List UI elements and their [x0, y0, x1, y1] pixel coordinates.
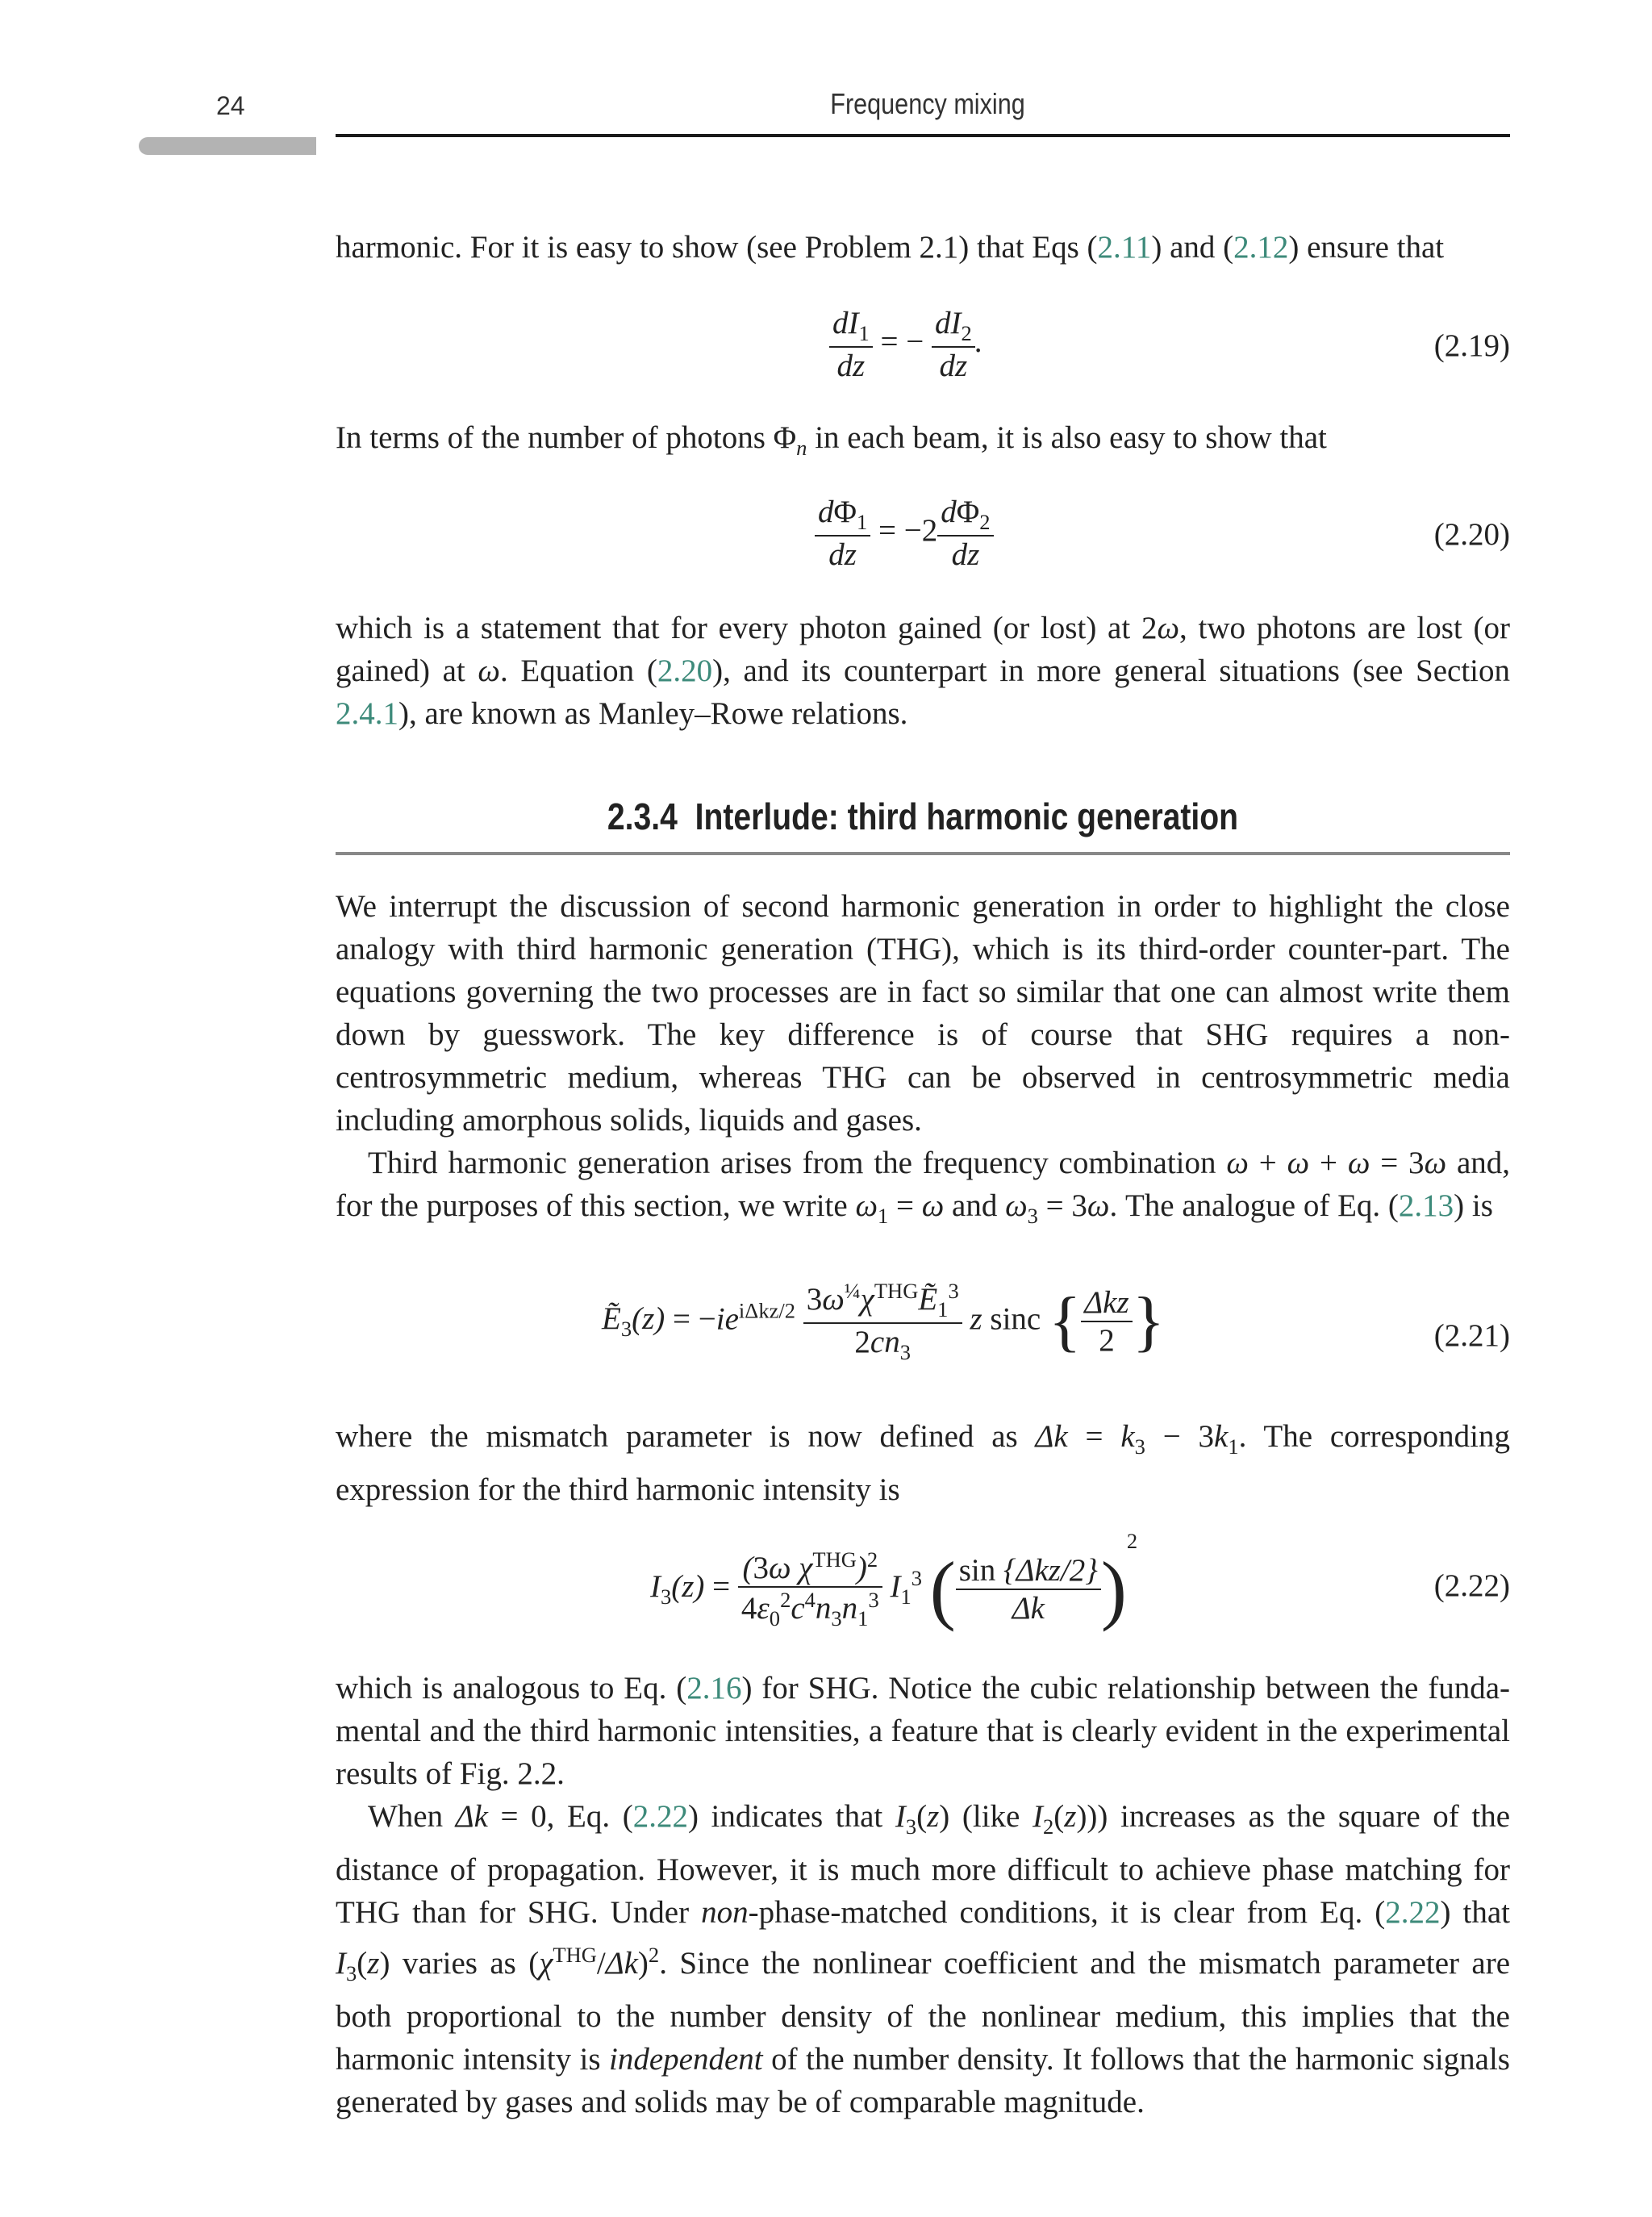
eq-link-2-22[interactable]: 2.22	[632, 1799, 688, 1834]
section-heading	[423, 795, 1422, 838]
equation-number: (2.21)	[1433, 1318, 1510, 1353]
eq-link-2-11[interactable]: 2.11	[1097, 230, 1152, 265]
paragraph-5: Third harmonic generation arises from the frequency combination ω + ω + ω = 3ω and, for the purposes of this section, we write $\omega_1 = \omega$ and $\omega_3 = 3\omega$. The analogue of Eq. (2.13) is	[336, 1146, 1511, 1228]
eq-link-2-16[interactable]: 2.16	[686, 1671, 742, 1706]
side-tab-bar	[139, 137, 316, 155]
paragraph-8: When Δk = 0, Eq. (2.22) indicates that $I_3(z)$ (like $I_2(z)$)) increases as the square of the distance of propagation. However, it is much more difficult to achieve phase matching for THG than for SHG. Under non-phase-matched conditions, it is clear from Eq. (2.22) that $I_3(z)$ varies as $(\chi^{THG}/\Delta k)^2$. Since the nonlinear coefficient and the mismatch parameter are both proportional to the number density of the nonlinear medium, this implies that the harmonic intensity is independent of the number density. It follows that the harmonic signals generated by gases and solids may be of comparable magnitude.	[336, 1799, 1511, 2119]
header-rule	[336, 134, 1510, 137]
section-number: 2.3.4	[607, 795, 678, 837]
equation-number: (2.22)	[1433, 1568, 1510, 1603]
equation-2-22: $I_3(z)$ = $\frac{(3\omega \chi^{THG})^2}{4\varepsilon_0^2c^4n_3n_1^3}$ $I_1^3$ ( $\frac{\text{sin \{Δkz/2\}}}{\Delta k}$ )$^2$ (2.22)	[650, 1529, 1510, 1633]
equation-2-19: $\frac{dI_1}{dz}$ = − $\frac{dI_2}{dz}$ . (2.19)	[336, 305, 1510, 394]
section-rule	[336, 852, 1510, 855]
paragraph-2: In terms of the number of photons $\Phi_n$ in each beam, it is also easy to show that	[336, 420, 1327, 460]
eq-link-2-13[interactable]: 2.13	[1398, 1188, 1454, 1223]
equation-number: (2.20)	[1433, 517, 1510, 552]
eq-link-2-20[interactable]: 2.20	[657, 653, 713, 688]
eq-link-2-22-b[interactable]: 2.22	[1385, 1894, 1441, 1930]
running-title: Frequency mixing	[830, 87, 1025, 120]
paragraph-6: where the mismatch parameter is now defined as $\Delta k = k_3 - 3k_1$. The corresponding expression for the third harmonic intensity is	[336, 1419, 1510, 1507]
equation-number: (2.19)	[1433, 328, 1510, 363]
paragraph-1: harmonic. For it is easy to show (see Problem 2.1) that Eqs (2.11) and (2.12) ensure that	[336, 230, 1445, 265]
section-link-2-4-1[interactable]: 2.4.1	[336, 696, 398, 731]
paragraph-3: which is a statement that for every photon gained (or lost) at 2ω, two photons are lost (or gained) at ω. Equation (2.20), and its counterpart in more general situations (see Section 2.4.1), are known as Manley–Rowe relations.	[336, 611, 1511, 731]
eq-link-2-12[interactable]: 2.12	[1233, 230, 1289, 265]
paragraph-7: which is analogous to Eq. (2.16) for SHG. Notice the cubic relationship between the funda-mental and the third harmonic intensities, a feature that is clearly evident in the experimental results of Fig. 2.2. When Δk = 0, Eq. (2.22) indicates that $I_3(z)$ (like $I_2(z)$)) increases as the square of the distance of propagation. However, it is much more difficult to achieve phase matching for THG than for SHG. Under non-phase-matched conditions, it is clear from Eq. (2.22) that $I_3(z)$ varies as $(\chi^{THG}/\Delta k)^2$. Since the nonlinear coefficient and the mismatch parameter are both proportional to the number density of the nonlinear medium, this implies that the harmonic intensity is independent of the number density. It follows that the harmonic signals generated by gases and solids may be of comparable magnitude.	[336, 1667, 1510, 2123]
section-title-text: Interlude: third harmonic generation	[695, 795, 1239, 837]
page-number: 24	[216, 91, 245, 120]
equation-2-20: $\frac{d\Phi_1}{dz}$ = −2 $\frac{d\Phi_2}{dz}$ (2.20)	[336, 494, 1510, 582]
equation-2-21: Ẽ$_3$(z) = $-ie^{i\Delta kz/2}$ $\frac{3\omega^{\frac{1}{4}}\chi^{THG}Ẽ_1^3}{2cn_3}$ z sinc { $\frac{\text{Δkz}}{2}$ } (2.21)	[602, 1279, 1510, 1364]
paragraph-4: We interrupt the discussion of second harmonic generation in order to highlight the close analogy with third harmonic generation (THG), which is its third-order counter-part. The equations governing the two processes are in fact so similar that one can almost write them down by guesswork. The key difference is of course that SHG requires a non-centrosymmetric medium, whereas THG can be observed in centrosymmetric media including amorphous solids, liquids and gases. Third harmonic generation arises from the frequency combination ω + ω + ω = 3ω and, for the purposes of this section, we write $\omega_1 = \omega$ and $\omega_3 = 3\omega$. The analogue of Eq. (2.13) is	[336, 885, 1510, 1238]
